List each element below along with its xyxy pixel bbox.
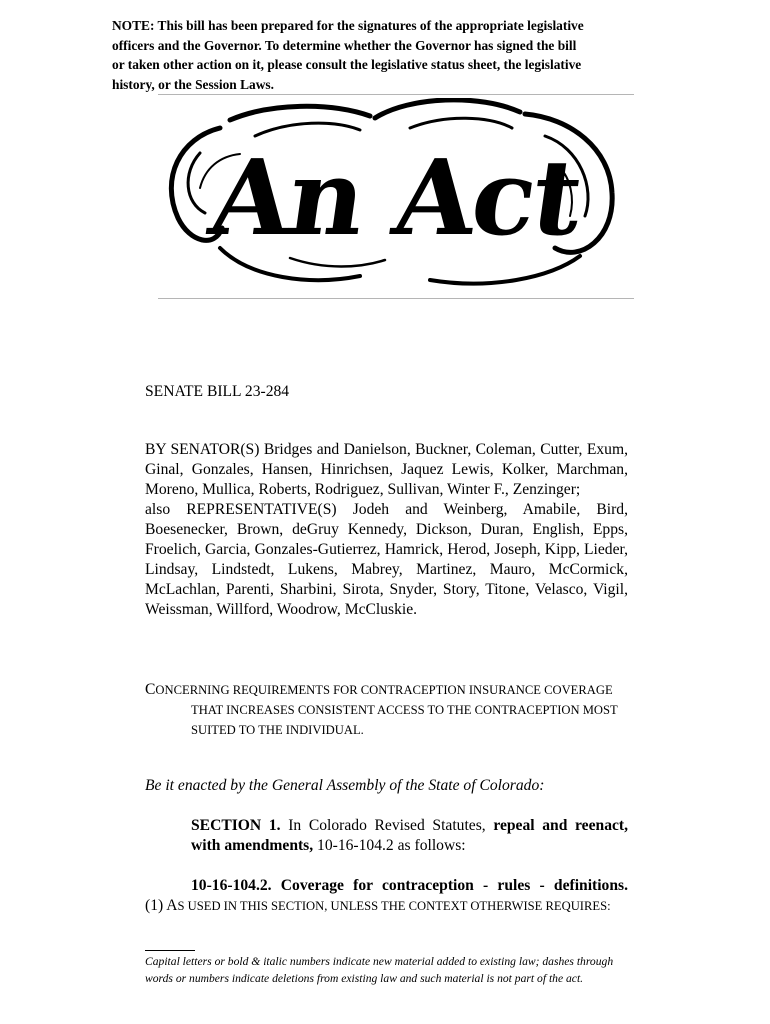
bill-title [145,680,628,740]
statute-heading: 10-16-104.2. Coverage for contraception - rules - definitions. [191,877,628,894]
subsection-number: (1) [145,897,167,914]
section-1 [145,816,628,856]
an-act-title: An Act [203,135,587,259]
statute-section [145,876,628,916]
subsection-initial: A [166,897,178,914]
section-label: SECTION 1. [191,817,281,834]
title-line-1: ONCERNING REQUIREMENTS FOR CONTRACEPTION INSURANCE COVERAGE [155,683,613,697]
sponsors [145,440,628,620]
title-initial: C [145,681,156,698]
enacting-clause: Be it enacted by the General Assembly of the State of Colorado: [145,777,545,794]
bill-number: SENATE BILL 23-284 [145,383,290,400]
section-action: repeal and reenact, with amendments, [191,817,629,854]
section-text-c: 10-16-104.2 as follows: [313,837,466,854]
footnote-rule [145,950,195,951]
header-rule-bottom [158,298,634,299]
house-sponsors: also REPRESENTATIVE(S) Jodeh and Weinberg, Amabile, Bird, Boesenecker, Brown, deGruy Kennedy, Dickson, Duran, English, Epps, Froelich, Garcia, Gonzales-Gutierrez, Hamrick, Herod, Joseph, Kipp, Lieder, Lindsay, Lindstedt, Lukens, Mabrey, Martinez, Mauro, McCormick, McLachlan, Parenti, Sharbini, Sirota, Snyder, Story, Titone, Velasco, Vigil, Weissman, Willford, Woodrow, McCluskie. [145,501,628,618]
footnote: Capital letters or bold & italic numbers indicate new material added to existing law; dashes through words or numbers indicate deletions from existing law and such material is not part of the act. [145,955,614,986]
governor-signature-note: NOTE: This bill has been prepared for the signatures of the appropriate legislative officers and the Governor. To determine whether the Governor has signed the bill or taken other action on it, please consult the legislative status sheet, the legislative history, or the Session Laws. [112,18,584,92]
senate-sponsors: BY SENATOR(S) Bridges and Danielson, Buckner, Coleman, Cutter, Exum, Ginal, Gonzales, Hansen, Hinrichsen, Jaquez Lewis, Kolker, Marchman, Moreno, Mullica, Roberts, Rodriguez, Sullivan, Winter F., Zenzinger; [145,441,628,498]
title-line-2: THAT INCREASES CONSISTENT ACCESS TO THE CONTRACEPTION MOST [191,703,618,717]
subsection-text: S USED IN THIS SECTION, UNLESS THE CONTEXT OTHERWISE REQUIRES: [177,899,611,913]
header-rule-top [158,94,634,95]
title-line-3: SUITED TO THE INDIVIDUAL. [191,723,364,737]
statute-subsection-1 [145,896,628,916]
section-text-a: In Colorado Revised Statutes, [280,817,494,834]
